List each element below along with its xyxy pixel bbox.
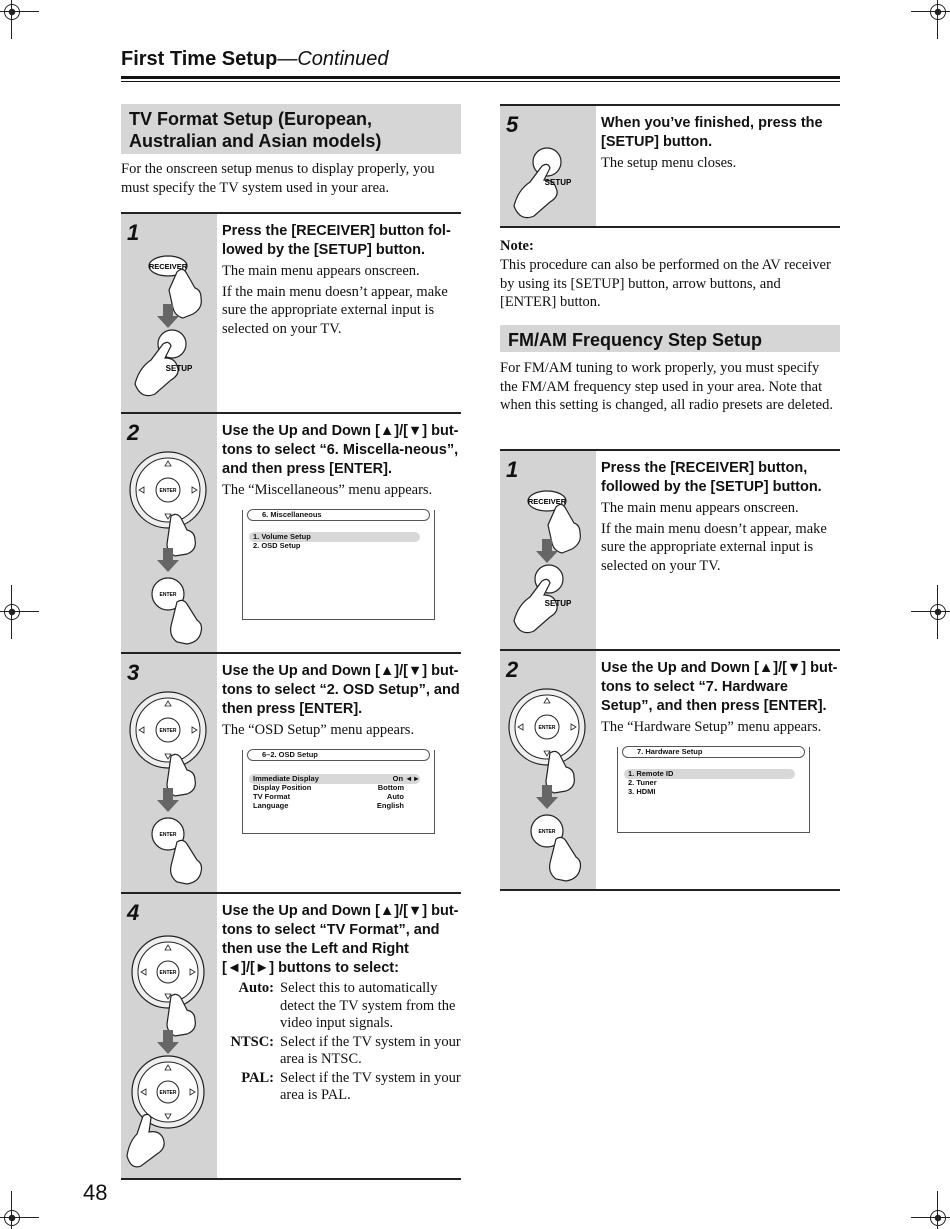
- step-text: [601, 659, 840, 737]
- step-body: The setup menu closes.: [601, 155, 737, 171]
- step-body: The “Miscellaneous” menu appears.: [222, 482, 433, 498]
- screen-title: 6–2. OSD Setup: [247, 749, 430, 761]
- registration-mark-bottom-left: [0, 1203, 27, 1229]
- menu-item-hdmi: 3. HDMI: [628, 787, 656, 796]
- tv-format-options: [222, 980, 461, 1105]
- fm-step-2: [500, 649, 840, 891]
- step-number: 2: [127, 420, 140, 445]
- option-pal: PAL: Select if the TV system in your area is PAL.: [241, 1069, 461, 1103]
- note-label: Note:: [500, 238, 534, 254]
- step-number: 4: [127, 900, 140, 925]
- arrow-pad-enter-illustration: [121, 654, 217, 894]
- step-body: If the main menu doesn’t appear, make sure the appropriate external input is selected on your TV.: [601, 520, 827, 574]
- tv-step-5: [500, 104, 840, 228]
- enter-label: ENTER: [159, 970, 177, 976]
- step-title: When you’ve finished, press the [SETUP] button.: [601, 115, 823, 150]
- setup-button-label: SETUP: [165, 364, 193, 373]
- fm-step-1: [500, 449, 840, 651]
- registration-mark-top-right: [923, 0, 950, 27]
- fm-am-intro: For FM/AM tuning to work properly, you must specify the FM/AM frequency step used in your area. Note that when this setting is changed, all radio presets are deleted.: [500, 360, 833, 413]
- tv-format-heading: TV Format Setup (European, Australian and Asian models): [121, 104, 461, 154]
- step-title: Use the Up and Down [▲]/[▼] but-tons to select “2. OSD Setup”, and then press [ENTER].: [222, 663, 460, 717]
- enter-label: ENTER: [159, 728, 177, 734]
- tv-step-1: [121, 212, 461, 414]
- enter-label: ENTER: [159, 1090, 177, 1096]
- registration-mark-mid-right: [923, 597, 950, 627]
- menu-item-display-position: Display Position Bottom: [253, 783, 404, 792]
- header-rule-thin: [121, 81, 840, 82]
- arrow-pad-enter-illustration: [500, 651, 596, 891]
- step-title: Press the [RECEIVER] button, followed by the [SETUP] button.: [601, 460, 822, 495]
- page-title: First Time Setup—Continued: [121, 48, 389, 70]
- step-body: The main menu appears onscreen.: [222, 263, 420, 279]
- receiver-setup-press-illustration: [121, 214, 217, 414]
- hardware-setup-menu-screen: [617, 747, 810, 833]
- step-title: Press the [RECEIVER] button fol-lowed by the [SETUP] button.: [222, 223, 451, 258]
- miscellaneous-menu-screen: [242, 510, 435, 620]
- header-rule-thick: [121, 76, 840, 79]
- registration-mark-top-left: [0, 0, 27, 27]
- step-number: 5: [506, 112, 519, 137]
- step-text: [222, 662, 461, 740]
- step-body: If the main menu doesn’t appear, make sure the appropriate external input is selected on your TV.: [222, 283, 448, 337]
- enter-button-label: ENTER: [159, 832, 177, 838]
- step-text: [222, 902, 461, 1106]
- step-text: [601, 114, 840, 173]
- option-ntsc: NTSC: Select if the TV system in your area is NTSC.: [230, 1033, 461, 1067]
- registration-mark-mid-left: [0, 597, 27, 627]
- menu-item-remote-id: 1. Remote ID: [624, 769, 795, 779]
- enter-label: ENTER: [159, 488, 177, 494]
- menu-item-volume-setup: 1. Volume Setup: [249, 532, 420, 542]
- tv-step-4: [121, 892, 461, 1180]
- page-header: [121, 48, 840, 71]
- option-auto: Auto: Select this to automatically detect the TV system from the video input signals.: [238, 980, 456, 1031]
- receiver-setup-press-illustration: [500, 451, 596, 651]
- step-body: The main menu appears onscreen.: [601, 500, 799, 516]
- page-number: 48: [83, 1180, 108, 1205]
- enter-button-label: ENTER: [538, 829, 556, 835]
- receiver-button-label: RECEIVER: [527, 497, 567, 506]
- tv-format-intro: For the onscreen setup menus to display properly, you must specify the TV system used in your area.: [121, 161, 435, 196]
- menu-item-osd-setup: 2. OSD Setup: [253, 541, 301, 550]
- menu-item-language: Language English: [253, 801, 404, 810]
- enter-label: ENTER: [538, 725, 556, 731]
- registration-mark-bottom-right: [923, 1203, 950, 1229]
- step-body: The “OSD Setup” menu appears.: [222, 722, 415, 738]
- step-number: 2: [506, 657, 519, 682]
- step-number: 3: [127, 660, 140, 685]
- screen-title: 6. Miscellaneous: [247, 509, 430, 521]
- tv-step-3: [121, 652, 461, 894]
- receiver-button-label: RECEIVER: [148, 262, 188, 271]
- note-text: This procedure can also be performed on the AV receiver by using its [SETUP] button, arrow buttons, and [ENTER] button.: [500, 257, 831, 310]
- setup-button-label: SETUP: [544, 178, 572, 187]
- arrow-pad-left-right-illustration: [121, 894, 217, 1180]
- menu-item-tuner: 2. Tuner: [628, 778, 657, 787]
- menu-item-tv-format: TV Format Auto: [253, 792, 404, 801]
- enter-button-label: ENTER: [159, 592, 177, 598]
- step-number: 1: [127, 220, 140, 245]
- arrow-pad-enter-illustration: [121, 414, 217, 654]
- step-text: [222, 422, 461, 500]
- fm-am-heading: FM/AM Frequency Step Setup: [500, 325, 840, 352]
- step-body: The “Hardware Setup” menu appears.: [601, 719, 822, 735]
- osd-setup-menu-screen: [242, 750, 435, 834]
- step-title: Use the Up and Down [▲]/[▼] but-tons to select “TV Format”, and then use the Left and Right [◄]/[►] buttons to select:: [222, 903, 459, 976]
- setup-button-label: SETUP: [544, 599, 572, 608]
- setup-press-illustration: [500, 106, 596, 228]
- step-number: 1: [506, 457, 519, 482]
- menu-item-immediate-display: Immediate Display On ◄►: [249, 774, 420, 784]
- step-title: Use the Up and Down [▲]/[▼] but-tons to select “6. Miscella-neous”, and then press [ENTER].: [222, 423, 459, 477]
- tv-step-2: [121, 412, 461, 654]
- step-title: Use the Up and Down [▲]/[▼] but-tons to select “7. Hardware Setup”, and then press [ENTER].: [601, 660, 838, 714]
- screen-title: 7. Hardware Setup: [622, 746, 805, 758]
- step-text: [601, 459, 840, 575]
- step-text: [222, 222, 461, 338]
